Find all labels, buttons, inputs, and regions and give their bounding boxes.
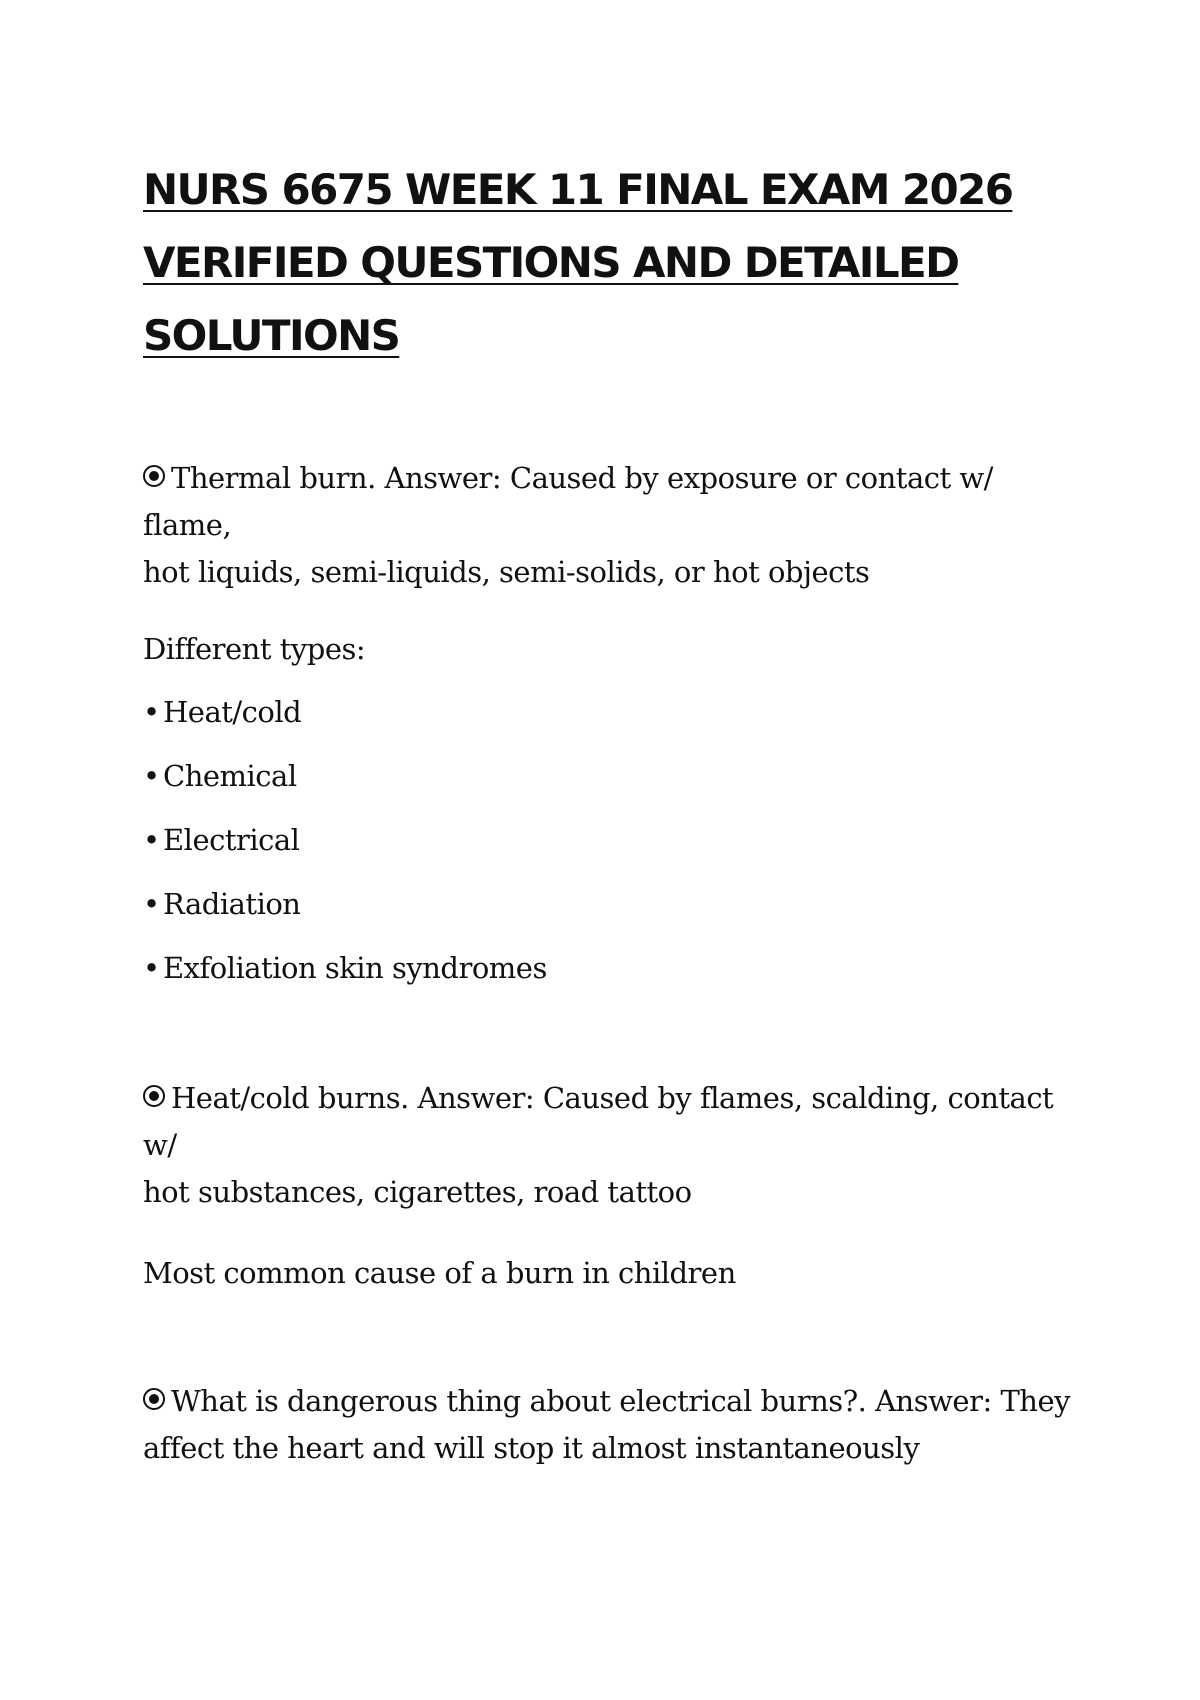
- question-thermal-burn-line-2: hot liquids, semi-liquids, semi-solids, or hot objects: [143, 555, 870, 589]
- radio-bullet-icon: [143, 1085, 165, 1107]
- list-item: • Chemical: [143, 752, 547, 816]
- list-item: • Radiation: [143, 880, 547, 944]
- title-line-2: VERIFIED QUESTIONS AND DETAILED: [143, 238, 959, 287]
- question-thermal-burn: [143, 455, 1073, 596]
- radio-bullet-icon: [143, 1388, 165, 1410]
- question-heat-cold-line-2: hot substances, cigarettes, road tattoo: [143, 1175, 692, 1209]
- question-heat-cold-line-1: Heat/cold burns. Answer: Caused by flames, scalding, contact w/: [143, 1081, 1054, 1162]
- question-electrical-burns: [143, 1378, 1073, 1472]
- bullet-icon: •: [143, 887, 160, 921]
- bullet-icon: •: [143, 759, 160, 793]
- burn-types-list: [143, 688, 547, 1008]
- note-children: Most common cause of a burn in children: [143, 1256, 736, 1290]
- title-line-3: SOLUTIONS: [143, 311, 400, 360]
- types-heading: Different types:: [143, 632, 366, 666]
- bullet-icon: •: [143, 695, 160, 729]
- question-electrical-line-2: affect the heart and will stop it almost instantaneously: [143, 1431, 920, 1465]
- question-electrical-line-1: What is dangerous thing about electrical burns?. Answer: They: [171, 1384, 1071, 1418]
- bullet-icon: •: [143, 951, 160, 985]
- radio-bullet-icon: [143, 465, 165, 487]
- question-heat-cold-burns: [143, 1075, 1073, 1216]
- question-thermal-burn-line-1: Thermal burn. Answer: Caused by exposure or contact w/ flame,: [143, 461, 993, 542]
- list-item: • Exfoliation skin syndromes: [143, 944, 547, 1008]
- list-item: • Electrical: [143, 816, 547, 880]
- bullet-icon: •: [143, 823, 160, 857]
- title-line-1: NURS 6675 WEEK 11 FINAL EXAM 2026: [143, 165, 1013, 214]
- document-title: [143, 153, 1043, 372]
- list-item: • Heat/cold: [143, 688, 547, 752]
